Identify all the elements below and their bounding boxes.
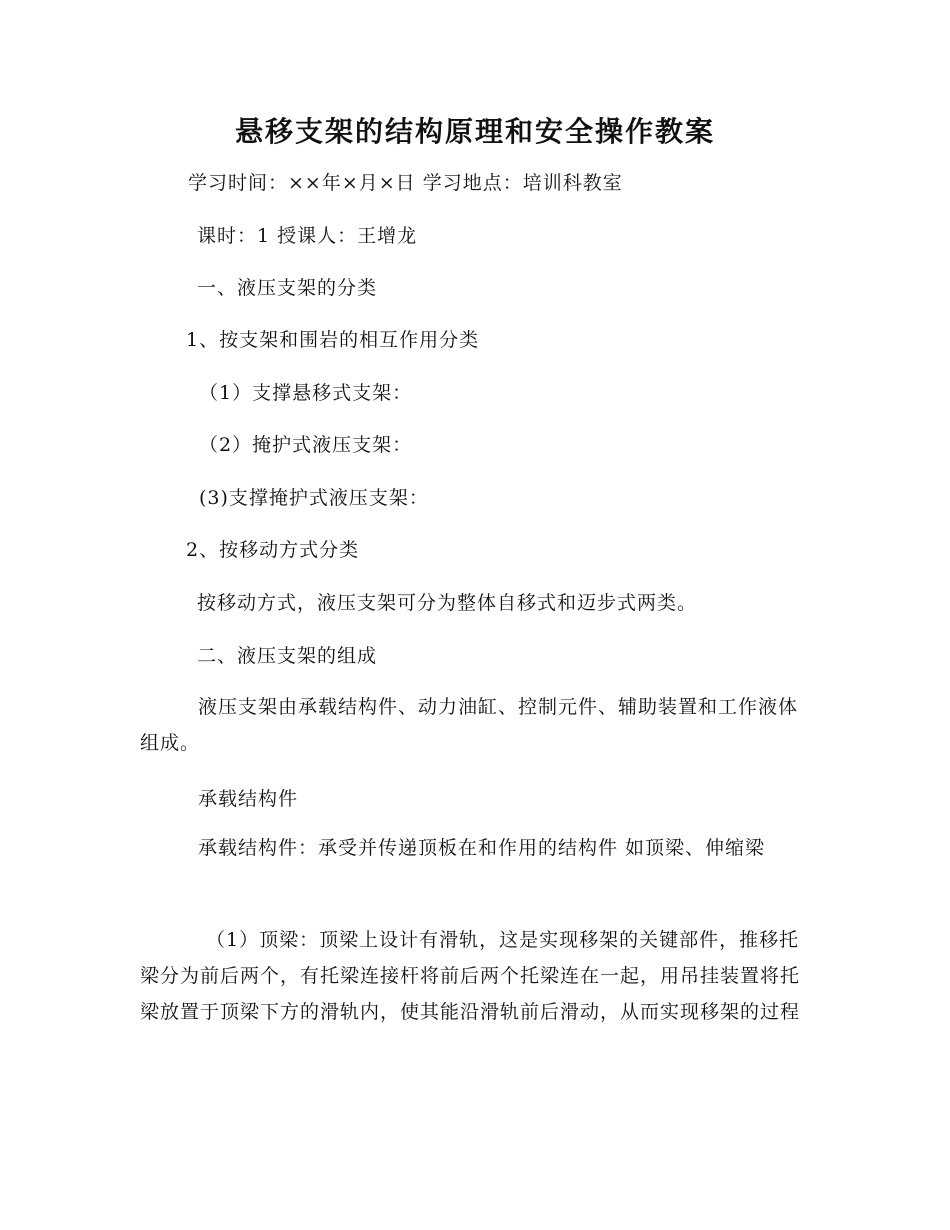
document-title: 悬移支架的结构原理和安全操作教案 xyxy=(234,115,715,148)
subsection-heading-movement: 2、按移动方式分类 xyxy=(186,539,360,561)
class-info-line: 课时：1 授课人：王增龙 xyxy=(197,225,418,247)
section-heading-classification: 一、液压支架的分类 xyxy=(197,277,378,299)
load-structure-heading: 承载结构件 xyxy=(198,788,299,810)
subsection-heading-interaction: 1、按支架和围岩的相互作用分类 xyxy=(186,329,480,351)
load-structure-paragraph: 承载结构件：承受并传递顶板在和作用的结构件 如顶梁、伸缩梁 xyxy=(198,837,766,859)
list-item-shield-support: （2）掩护式液压支架： xyxy=(199,434,413,456)
list-item-support-shield: (3)支撑掩护式液压支架： xyxy=(199,487,429,509)
section-heading-composition: 二、液压支架的组成 xyxy=(197,645,378,667)
movement-description: 按移动方式，液压支架可分为整体自移式和迈步式两类。 xyxy=(197,592,698,614)
composition-paragraph: 液压支架由承载结构件、动力油缸、控制元件、辅助装置和工作液体组成。 xyxy=(140,696,799,754)
list-item-support-suspension: （1）支撑悬移式支架： xyxy=(199,382,413,404)
top-beam-paragraph: （1）顶梁：顶梁上设计有滑轨，这是实现移架的关键部件，推移托梁分为前后两个，有托梁连接杆将前后两个托梁连在一起，用吊挂装置将托梁放置于顶梁下方的滑轨内，使其能沿滑轨前后滑动，从而实现移架的过程 xyxy=(140,929,801,1023)
study-info-line: 学习时间：××年×月×日 学习地点：培训科教室 xyxy=(188,172,623,194)
